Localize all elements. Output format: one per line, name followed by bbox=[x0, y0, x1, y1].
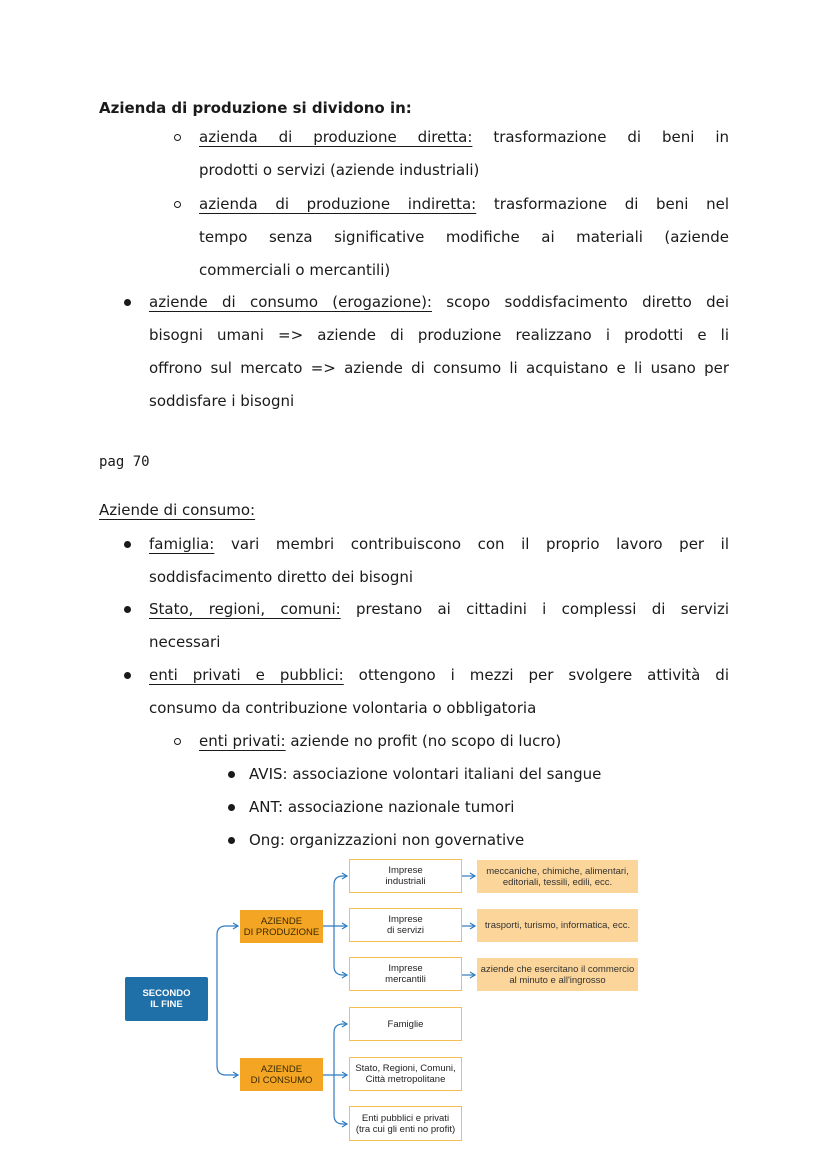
enti-term: enti privati e pubblici: bbox=[149, 666, 344, 684]
root-box: SECONDO IL FINE bbox=[125, 977, 208, 1021]
item2-line2: tempo senza significative modifiche ai materiali (aziende bbox=[199, 228, 729, 246]
aziende-produzione-box: AZIENDE DI PRODUZIONE bbox=[240, 910, 323, 943]
enti-pubblici-box: Enti pubblici e privati (tra cui gli enti no profit) bbox=[349, 1106, 462, 1141]
item2-line3: commerciali o mercantili) bbox=[199, 261, 391, 279]
item2-line1: azienda di produzione indiretta: trasformazione di beni nel bbox=[199, 195, 729, 213]
servizi-desc-box: trasporti, turismo, informatica, ecc. bbox=[477, 909, 638, 942]
example-item: ANT: associazione nazionale tumori bbox=[249, 798, 515, 816]
stato-line1: Stato, regioni, comuni: prestano ai cittadini i complessi di servizi bbox=[149, 600, 729, 618]
example-item: AVIS: associazione volontari italiani del sangue bbox=[249, 765, 602, 783]
item3-line1: aziende di consumo (erogazione): scopo soddisfacimento diretto dei bbox=[149, 293, 729, 311]
enti-line2: consumo da contribuzione volontaria o obbligatoria bbox=[149, 699, 537, 717]
item3-term: aziende di consumo (erogazione): bbox=[149, 293, 432, 311]
item1-line2: prodotti o servizi (aziende industriali) bbox=[199, 161, 480, 179]
connector-to-enti bbox=[334, 1075, 347, 1124]
famiglia-term: famiglia: bbox=[149, 535, 215, 553]
imprese-servizi-box: Imprese di servizi bbox=[349, 908, 462, 942]
item3-line4: soddisfare i bisogni bbox=[149, 392, 295, 410]
famiglia-line1: famiglia: vari membri contribuiscono con il proprio lavoro per il bbox=[149, 535, 729, 553]
item1-line1: azienda di produzione diretta: trasformazione di beni in bbox=[199, 128, 729, 146]
enti-privati-term: enti privati: bbox=[199, 732, 286, 750]
imprese-industriali-box: Imprese industriali bbox=[349, 859, 462, 893]
section2-heading: Aziende di consumo: bbox=[99, 501, 256, 519]
connector-to-industriali bbox=[334, 876, 347, 926]
item1-term: azienda di produzione diretta: bbox=[199, 128, 473, 146]
connector-to-famiglie bbox=[334, 1024, 347, 1075]
aziende-consumo-box: AZIENDE DI CONSUMO bbox=[240, 1058, 323, 1091]
enti-line1: enti privati e pubblici: ottengono i mezzi per svolgere attività di bbox=[149, 666, 729, 684]
stato-line2: necessari bbox=[149, 633, 221, 651]
item3-line3: offrono sul mercato => aziende di consumo li acquistano e li usano per bbox=[149, 359, 729, 377]
connector-root-produzione bbox=[217, 926, 238, 1000]
connector-to-mercantili bbox=[334, 926, 347, 975]
industriali-desc-box: meccaniche, chimiche, alimentari, editoriali, tessili, edili, ecc. bbox=[477, 860, 638, 893]
stato-term: Stato, regioni, comuni: bbox=[149, 600, 341, 618]
enti-privati-line: enti privati: aziende no profit (no scopo di lucro) bbox=[199, 732, 562, 750]
item2-term: azienda di produzione indiretta: bbox=[199, 195, 477, 213]
connector-root-consumo bbox=[217, 1000, 238, 1075]
stato-regioni-box: Stato, Regioni, Comuni, Città metropolitane bbox=[349, 1057, 462, 1091]
imprese-mercantili-box: Imprese mercantili bbox=[349, 957, 462, 991]
famiglie-box: Famiglie bbox=[349, 1007, 462, 1041]
page-reference: pag 70 bbox=[99, 454, 150, 470]
example-item: Ong: organizzazioni non governative bbox=[249, 831, 525, 849]
section1-heading: Azienda di produzione si dividono in: bbox=[99, 99, 412, 117]
mercantili-desc-box: aziende che esercitano il commercio al minuto e all'ingrosso bbox=[477, 958, 638, 991]
famiglia-line2: soddisfacimento diretto dei bisogni bbox=[149, 568, 414, 586]
item3-line2: bisogni umani => aziende di produzione realizzano i prodotti e li bbox=[149, 326, 729, 344]
